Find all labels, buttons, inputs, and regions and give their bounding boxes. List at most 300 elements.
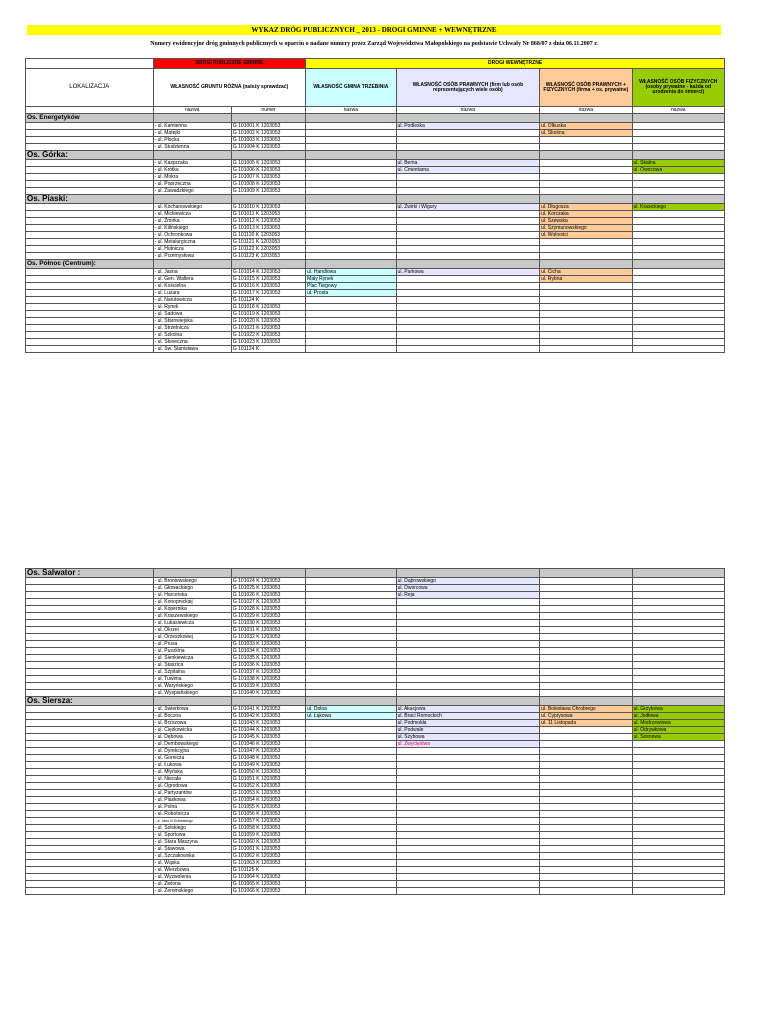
prawnych-fizycznych-cell: ul. Cicha	[540, 269, 632, 276]
table-row	[26, 641, 725, 648]
prawnych-fizycznych-cell: ul. Olkuska	[540, 123, 632, 130]
gmina-cell	[306, 741, 396, 748]
table-row	[26, 144, 725, 151]
gmina-cell	[306, 818, 396, 825]
fizycznych-cell	[632, 804, 724, 811]
street-cell: - ul. Dyrekcyjna	[153, 748, 231, 755]
prawnych-cell: ul. Podwale	[396, 727, 540, 734]
road-number-cell: G 101025 K 1203053	[231, 585, 305, 592]
street-cell: - ul. Piaskowa	[153, 797, 231, 804]
gmina-cell	[306, 181, 396, 188]
street-cell: - ul. Waryńskiego	[153, 683, 231, 690]
prawnych-cell	[396, 346, 540, 353]
gmina-cell	[306, 790, 396, 797]
fizycznych-cell	[632, 253, 724, 260]
road-number-cell: G 101055 K 1203053	[231, 804, 305, 811]
prawnych-fizycznych-cell	[540, 304, 632, 311]
street-cell: - ul. Luzara	[153, 290, 231, 297]
prawnych-fizycznych-cell	[540, 734, 632, 741]
fizycznych-cell	[632, 776, 724, 783]
header-wlasnosc-fizycznych: WŁASNOŚĆ OSÓB FIZYCZNYCH (osoby prywatne - każda od urodzenia do śmierci)	[632, 69, 724, 107]
road-number-cell: G 101010 K 1203053	[231, 204, 305, 211]
table-row	[26, 211, 725, 218]
road-number-cell: G 101004 K 1203053	[231, 144, 305, 151]
street-cell: - ul. Partyzantów	[153, 790, 231, 797]
road-number-cell: G 101019 K 1203053	[231, 311, 305, 318]
prawnych-fizycznych-cell	[540, 762, 632, 769]
road-number-cell: G 101043 K 1203053	[231, 720, 305, 727]
road-number-cell: G 101024 K 1203053	[231, 578, 305, 585]
table-row	[26, 269, 725, 276]
prawnych-fizycznych-cell: ul. 11 Listopada	[540, 720, 632, 727]
table-row	[26, 881, 725, 888]
fizycznych-cell	[632, 846, 724, 853]
table-row	[26, 620, 725, 627]
street-cell: - ul. Szpitalna	[153, 669, 231, 676]
prawnych-cell	[396, 246, 540, 253]
header-wlasnosc-gruntu: WŁASNOŚĆ GRUNTU RÓŻNA (należy sprawdzać)	[153, 69, 306, 107]
gmina-cell	[306, 853, 396, 860]
road-number-cell: G 101027 K 1203053	[231, 599, 305, 606]
street-cell: - ul. Swierkowa	[153, 706, 231, 713]
fizycznych-cell	[632, 748, 724, 755]
street-cell: - ul. Mokra	[153, 174, 231, 181]
table-row	[26, 188, 725, 195]
header-wlasnosc-gmina: WŁASNOŚĆ GMINA TRZEBINIA	[306, 69, 396, 107]
gmina-cell	[306, 318, 396, 325]
table-row	[26, 346, 725, 353]
road-number-cell: G 101037 K 1203053	[231, 669, 305, 676]
table-row	[26, 762, 725, 769]
street-cell: - ul. Mickiewicza	[153, 211, 231, 218]
road-number-cell: G 101008 K 1203053	[231, 181, 305, 188]
road-number-cell: G 101064 K 1203053	[231, 874, 305, 881]
table-row	[26, 297, 725, 304]
road-number-cell: G 101057 K 1203053	[231, 818, 305, 825]
table-row	[26, 825, 725, 832]
street-cell: - ul. Szkolna	[153, 332, 231, 339]
prawnych-cell	[396, 253, 540, 260]
table-row	[26, 776, 725, 783]
table-row	[26, 846, 725, 853]
table-row	[26, 804, 725, 811]
road-number-cell: G 101039 K 1203053	[231, 683, 305, 690]
prawnych-cell	[396, 790, 540, 797]
prawnych-fizycznych-cell	[540, 174, 632, 181]
table-row	[26, 839, 725, 846]
table-row	[26, 290, 725, 297]
prawnych-cell	[396, 283, 540, 290]
fizycznych-cell	[632, 276, 724, 283]
prawnych-cell	[396, 874, 540, 881]
fizycznych-cell	[632, 797, 724, 804]
table-row	[26, 592, 725, 599]
prawnych-cell	[396, 818, 540, 825]
prawnych-cell	[396, 655, 540, 662]
gmina-cell	[306, 839, 396, 846]
street-cell: - ul. Kopernika	[153, 606, 231, 613]
section-row	[26, 195, 725, 204]
prawnych-fizycznych-cell	[540, 776, 632, 783]
road-number-cell: G 101125 K	[231, 867, 305, 874]
table-row	[26, 676, 725, 683]
fizycznych-cell	[632, 648, 724, 655]
gmina-cell	[306, 339, 396, 346]
table-row	[26, 276, 725, 283]
fizycznych-cell: ul. Jodłowa	[632, 713, 724, 720]
table-row	[26, 818, 725, 825]
prawnych-cell	[396, 648, 540, 655]
road-number-cell: G 101063 K 1203053	[231, 860, 305, 867]
gmina-cell	[306, 218, 396, 225]
fizycznych-cell	[632, 181, 724, 188]
road-number-cell: G 101012 K 1203053	[231, 218, 305, 225]
prawnych-cell	[396, 676, 540, 683]
table-row	[26, 706, 725, 713]
gmina-cell	[306, 874, 396, 881]
prawnych-cell	[396, 318, 540, 325]
fizycznych-cell	[632, 839, 724, 846]
street-cell: - ul. Hutnicza	[153, 246, 231, 253]
road-number-cell: G 101049 K 1203053	[231, 762, 305, 769]
table-row	[26, 662, 725, 669]
gmina-cell	[306, 253, 396, 260]
road-number-cell: G 101120 K 1203053	[231, 232, 305, 239]
road-number-cell: G 101031 K 1203053	[231, 627, 305, 634]
road-number-cell: G 101033 K 1203053	[231, 641, 305, 648]
prawnych-cell	[396, 297, 540, 304]
prawnych-cell	[396, 339, 540, 346]
prawnych-cell	[396, 811, 540, 818]
prawnych-cell	[396, 853, 540, 860]
street-cell: - ul. Ciężkowicka	[153, 727, 231, 734]
fizycznych-cell	[632, 676, 724, 683]
fizycznych-cell	[632, 655, 724, 662]
table-row	[26, 741, 725, 748]
prawnych-cell	[396, 783, 540, 790]
prawnych-fizycznych-cell	[540, 790, 632, 797]
prawnych-fizycznych-cell	[540, 641, 632, 648]
fizycznych-cell	[632, 662, 724, 669]
road-number-cell: G 101023 K 1203053	[231, 339, 305, 346]
prawnych-fizycznych-cell	[540, 239, 632, 246]
table-row	[26, 130, 725, 137]
table-row	[26, 853, 725, 860]
road-number-cell: G 101123 K 1203053	[231, 253, 305, 260]
gmina-cell	[306, 669, 396, 676]
fizycznych-cell	[632, 174, 724, 181]
road-number-cell: G 101036 K 1203053	[231, 662, 305, 669]
prawnych-fizycznych-cell	[540, 783, 632, 790]
street-cell: - ul. Jana III Sobieskiego	[153, 818, 231, 825]
prawnych-cell	[396, 888, 540, 895]
prawnych-fizycznych-cell: ul. Korczaka	[540, 211, 632, 218]
street-cell: - ul. Rynek	[153, 304, 231, 311]
fizycznych-cell	[632, 123, 724, 130]
fizycznych-cell: ul. Owocowa	[632, 167, 724, 174]
prawnych-cell	[396, 669, 540, 676]
prawnych-cell: ul. Podmokła	[396, 720, 540, 727]
gmina-cell	[306, 860, 396, 867]
prawnych-cell	[396, 662, 540, 669]
fizycznych-cell	[632, 811, 724, 818]
prawnych-cell	[396, 239, 540, 246]
prawnych-fizycznych-cell: ul. Cyprysowa	[540, 713, 632, 720]
fizycznych-cell	[632, 867, 724, 874]
fizycznych-cell: ul. Skalna	[632, 160, 724, 167]
street-cell: - ul. Stara Maszyna	[153, 839, 231, 846]
street-cell: - ul. Polna	[153, 804, 231, 811]
table-row	[26, 727, 725, 734]
gmina-cell	[306, 755, 396, 762]
fizycznych-cell	[632, 290, 724, 297]
prawnych-cell	[396, 137, 540, 144]
prawnych-fizycznych-cell	[540, 888, 632, 895]
prawnych-cell: ul. Braci Romockich	[396, 713, 540, 720]
street-cell: - ul. Dembowskiego	[153, 741, 231, 748]
table-row	[26, 874, 725, 881]
table-row	[26, 246, 725, 253]
header-lokalizacja: LOKALIZACJA	[26, 69, 154, 107]
street-cell: - ul. Żeromskiego	[153, 888, 231, 895]
street-cell: - ul. Niecała	[153, 776, 231, 783]
road-number-cell: G 101030 K 1203053	[231, 620, 305, 627]
road-number-cell: G 101026 K 1203053	[231, 592, 305, 599]
table-row	[26, 218, 725, 225]
prawnych-cell	[396, 144, 540, 151]
table-row	[26, 253, 725, 260]
fizycznych-cell	[632, 755, 724, 762]
gmina-cell	[306, 211, 396, 218]
prawnych-fizycznych-cell	[540, 769, 632, 776]
prawnych-fizycznych-cell	[540, 634, 632, 641]
fizycznych-cell	[632, 825, 724, 832]
gmina-cell	[306, 720, 396, 727]
prawnych-fizycznych-cell	[540, 144, 632, 151]
prawnych-cell	[396, 613, 540, 620]
prawnych-fizycznych-cell	[540, 818, 632, 825]
road-number-cell: G 101003 K 1203053	[231, 137, 305, 144]
street-cell: - ul. Kasprzaka	[153, 160, 231, 167]
prawnych-cell: ul. Żwirki i Wigury	[396, 204, 540, 211]
street-cell: - ul. Wyzwolenia	[153, 874, 231, 881]
gmina-cell	[306, 167, 396, 174]
fizycznych-cell: ul. Odrywkowa	[632, 727, 724, 734]
prawnych-fizycznych-cell: ul. Rybna	[540, 276, 632, 283]
prawnych-fizycznych-cell	[540, 874, 632, 881]
prawnych-cell	[396, 620, 540, 627]
fizycznych-cell	[632, 130, 724, 137]
prawnych-fizycznych-cell	[540, 297, 632, 304]
road-number-cell: G 101059 K 1203053	[231, 832, 305, 839]
road-number-cell: G 101048 K 1203053	[231, 755, 305, 762]
section-title: Os. Piaski:	[26, 195, 154, 204]
header-drogi-wewnetrzne: DROGI WEWNĘTRZNE	[306, 59, 725, 69]
road-number-cell: G 101044 K 1203053	[231, 727, 305, 734]
prawnych-fizycznych-cell	[540, 690, 632, 697]
prawnych-cell	[396, 804, 540, 811]
table-row	[26, 669, 725, 676]
fizycznych-cell	[632, 683, 724, 690]
prawnych-fizycznych-cell	[540, 627, 632, 634]
road-number-cell: G 101007 K 1203053	[231, 174, 305, 181]
table-row	[26, 790, 725, 797]
prawnych-fizycznych-cell	[540, 860, 632, 867]
fizycznych-cell	[632, 246, 724, 253]
gmina-cell	[306, 620, 396, 627]
table-row	[26, 283, 725, 290]
gmina-cell	[306, 734, 396, 741]
street-cell: - ul. Kilińskiego	[153, 225, 231, 232]
prawnych-cell	[396, 174, 540, 181]
gmina-cell	[306, 727, 396, 734]
fizycznych-cell	[632, 297, 724, 304]
prawnych-cell	[396, 181, 540, 188]
prawnych-fizycznych-cell	[540, 620, 632, 627]
fizycznych-cell	[632, 769, 724, 776]
street-cell: - ul. Metalurgiczna	[153, 239, 231, 246]
gmina-cell	[306, 297, 396, 304]
gmina-cell	[306, 748, 396, 755]
road-number-cell: G 101058 K 1203053	[231, 825, 305, 832]
prawnych-fizycznych-cell	[540, 325, 632, 332]
subheader-nazwa: nazwa	[306, 107, 396, 114]
prawnych-fizycznych-cell	[540, 606, 632, 613]
prawnych-fizycznych-cell	[540, 683, 632, 690]
table-row	[26, 734, 725, 741]
gmina-cell	[306, 174, 396, 181]
table-row	[26, 627, 725, 634]
prawnych-cell	[396, 290, 540, 297]
prawnych-fizycznych-cell	[540, 804, 632, 811]
street-cell: - ul. Konopnickiej	[153, 599, 231, 606]
road-number-cell: G 101040 K 1203053	[231, 690, 305, 697]
prawnych-cell: ul. Zwycięstwa	[396, 741, 540, 748]
subheader-nazwa: nazwa	[632, 107, 724, 114]
prawnych-cell: ul. Szybowa	[396, 734, 540, 741]
street-cell: - ul. Prusa	[153, 641, 231, 648]
header-drogi-publiczne: DROGI PUBLICZNE GMINNE	[153, 59, 306, 69]
street-cell: - ul. Kochanowskiego	[153, 204, 231, 211]
gmina-cell	[306, 225, 396, 232]
road-number-cell: G 101020 K 1203053	[231, 318, 305, 325]
road-number-cell: G 101006 K 1203053	[231, 167, 305, 174]
table-row	[26, 634, 725, 641]
street-cell: - ul. Stawowa	[153, 846, 231, 853]
prawnych-cell	[396, 304, 540, 311]
subheader-nazwa: nazwa	[396, 107, 540, 114]
prawnych-cell	[396, 690, 540, 697]
street-cell: - ul. Sienkiewicza	[153, 655, 231, 662]
prawnych-cell	[396, 311, 540, 318]
table-row	[26, 648, 725, 655]
prawnych-fizycznych-cell	[540, 585, 632, 592]
gmina-cell	[306, 655, 396, 662]
table-row	[26, 137, 725, 144]
prawnych-cell	[396, 225, 540, 232]
gmina-cell	[306, 825, 396, 832]
prawnych-fizycznych-cell: ul. Wolności	[540, 232, 632, 239]
street-cell: - ul. Gornicza	[153, 755, 231, 762]
prawnych-cell	[396, 130, 540, 137]
gmina-cell	[306, 160, 396, 167]
gmina-cell	[306, 144, 396, 151]
header-wlasnosc-prawnych: WŁASNOŚĆ OSÓB PRAWNYCH (firm lub osób reprezentujących wiele osób)	[396, 69, 540, 107]
road-number-cell: G 101124 K	[231, 297, 305, 304]
table-row	[26, 683, 725, 690]
section-title: Os. Górka:	[26, 151, 154, 160]
prawnych-cell	[396, 769, 540, 776]
roads-table-part-1	[25, 58, 725, 353]
gmina-cell	[306, 832, 396, 839]
prawnych-cell	[396, 839, 540, 846]
street-cell: - ul. Sadowa	[153, 311, 231, 318]
gmina-cell	[306, 311, 396, 318]
road-number-cell: G 101034 K 1203053	[231, 648, 305, 655]
fizycznych-cell	[632, 627, 724, 634]
prawnych-cell	[396, 332, 540, 339]
gmina-cell	[306, 846, 396, 853]
gmina-cell	[306, 797, 396, 804]
prawnych-cell	[396, 683, 540, 690]
prawnych-fizycznych-cell	[540, 188, 632, 195]
prawnych-fizycznych-cell	[540, 825, 632, 832]
table-row	[26, 867, 725, 874]
table-row	[26, 690, 725, 697]
street-cell: - ul. Broniewskiego	[153, 578, 231, 585]
table-row	[26, 181, 725, 188]
street-cell: - ul. Żmirka	[153, 218, 231, 225]
gmina-cell	[306, 585, 396, 592]
prawnych-fizycznych-cell	[540, 290, 632, 297]
gmina-cell	[306, 641, 396, 648]
prawnych-fizycznych-cell	[540, 613, 632, 620]
road-number-cell: G 101065 K 1203053	[231, 881, 305, 888]
prawnych-fizycznych-cell	[540, 648, 632, 655]
table-row	[26, 655, 725, 662]
street-cell: - ul. Strzelnicza	[153, 325, 231, 332]
gmina-cell	[306, 332, 396, 339]
gmina-cell	[306, 325, 396, 332]
table-row	[26, 769, 725, 776]
table-row	[26, 225, 725, 232]
street-cell: - ul. Zielona	[153, 881, 231, 888]
prawnych-cell	[396, 641, 540, 648]
street-cell: - ul. Studzienna	[153, 144, 231, 151]
table-row	[26, 755, 725, 762]
road-number-cell: G 101002 K 1203053	[231, 130, 305, 137]
table-row	[26, 578, 725, 585]
road-number-cell: G 101124 K	[231, 346, 305, 353]
section-title: Os. Salwator :	[26, 569, 154, 578]
prawnych-fizycznych-cell: ul. Skośna	[540, 130, 632, 137]
gmina-cell	[306, 130, 396, 137]
prawnych-fizycznych-cell	[540, 755, 632, 762]
street-cell: - ul. Kraszewskiego	[153, 613, 231, 620]
table-row	[26, 720, 725, 727]
table-row	[26, 239, 725, 246]
fizycznych-cell	[632, 641, 724, 648]
prawnych-fizycznych-cell	[540, 811, 632, 818]
prawnych-cell: ul. Cmentarna	[396, 167, 540, 174]
gmina-cell	[306, 599, 396, 606]
prawnych-cell: ul. Parkowa	[396, 269, 540, 276]
prawnych-fizycznych-cell	[540, 253, 632, 260]
prawnych-cell	[396, 599, 540, 606]
table-row	[26, 204, 725, 211]
prawnych-fizycznych-cell	[540, 578, 632, 585]
road-number-cell: G 101011 K 1203053	[231, 211, 305, 218]
